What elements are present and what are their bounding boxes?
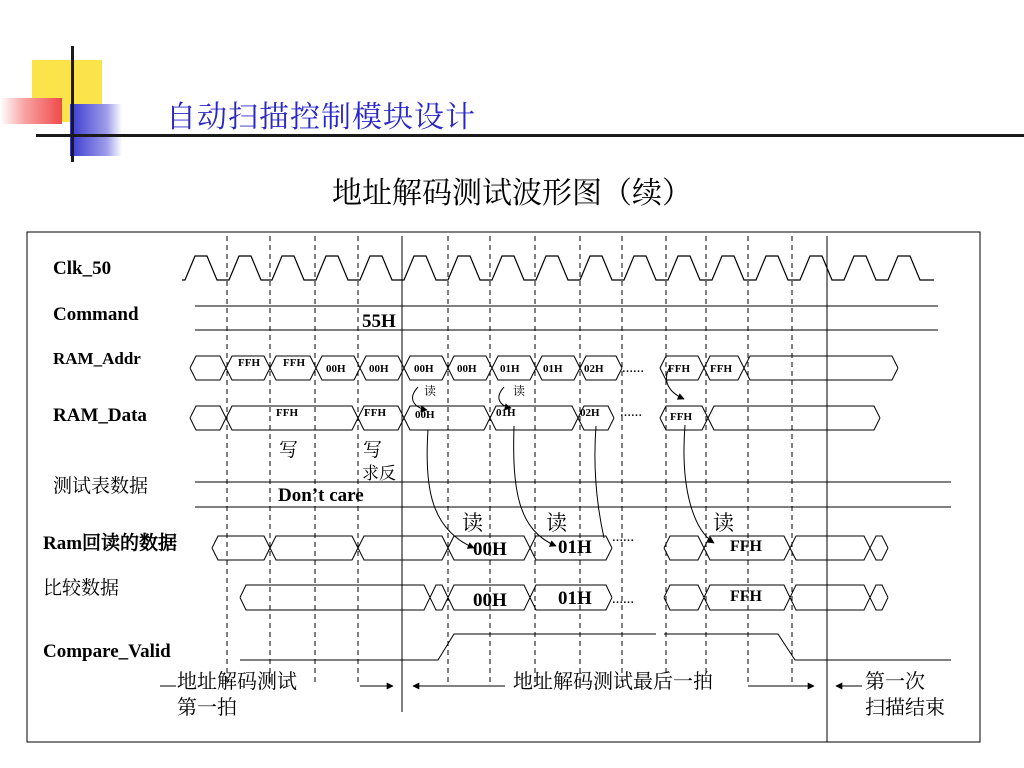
compare-value-2: 01H [558, 588, 592, 609]
ram-addr-value: 00H [369, 363, 389, 375]
first-beat-label-line2: 第一拍 [177, 695, 237, 719]
ram-addr-value: 02H [584, 363, 604, 375]
cycle-gridlines [227, 236, 792, 684]
compare-valid-wave [240, 634, 951, 660]
ram-data-value: FFH [670, 411, 692, 423]
read-mark-2: 读 [546, 511, 567, 535]
slide-title: 自动扫描控制模块设计 [166, 100, 476, 135]
read-mark-1: 读 [462, 511, 483, 535]
test-table-value: Don’t care [278, 485, 364, 506]
signal-label-ram-addr: RAM_Addr [53, 349, 141, 368]
ram-addr-value: FFH [710, 363, 732, 375]
ram-data-value: FFH [364, 407, 386, 419]
scan-end-label-line1: 第一次 [865, 669, 925, 693]
signal-label-compare-valid: Compare_Valid [43, 641, 171, 662]
diagram-frame [27, 232, 980, 742]
ram-addr-value: FFH [238, 357, 260, 369]
readback-ellipsis: …… [612, 532, 634, 544]
ram-data-values [276, 407, 692, 423]
ram-data-value: 00H [415, 409, 435, 421]
last-beat-label: 地址解码测试最后一拍 [513, 669, 713, 693]
compare-value-1: 00H [473, 590, 507, 611]
read-mark-3: 读 [713, 511, 734, 535]
signal-label-test-table: 测试表数据 [53, 475, 149, 497]
signal-label-ram-data: RAM_Data [53, 405, 147, 426]
signal-label-compare-data: 比较数据 [43, 577, 120, 599]
ram-data-value: 01H [496, 407, 516, 419]
compare-ellipsis: …… [612, 594, 634, 606]
first-beat-label-line1: 地址解码测试 [177, 669, 297, 693]
signal-label-clk: Clk_50 [53, 258, 112, 279]
command-value: 55H [362, 311, 396, 332]
ram-addr-value: 00H [326, 363, 346, 375]
invert-note: 求反 [362, 464, 396, 484]
small-read-mark-2: 读 [513, 384, 526, 398]
readback-value-2: 01H [558, 537, 592, 558]
clk-waveform [182, 256, 934, 280]
phase-arrows [160, 686, 960, 742]
diagram-title: 地址解码测试波形图（续） [332, 176, 692, 211]
ram-readback-bus [212, 536, 888, 560]
ram-addr-value: 00H [414, 363, 434, 375]
ram-addr-value: 01H [500, 363, 520, 375]
write-mark-1: 写 [279, 439, 299, 461]
ram-data-value: 02H [580, 407, 600, 419]
write-mark-2: 写 [363, 439, 383, 461]
ram-addr-value: FFH [283, 357, 305, 369]
small-read-mark-1: 读 [424, 384, 437, 398]
ram-data-value: FFH [276, 407, 298, 419]
readback-value-3: FFH [730, 538, 762, 555]
ram-addr-value: 00H [457, 363, 477, 375]
signal-label-ram-readback: Ram回读的数据 [43, 533, 178, 554]
ram-data-value: …… [620, 407, 642, 419]
compare-value-3: FFH [730, 588, 762, 605]
signal-label-command: Command [53, 304, 139, 325]
phase-dividers [402, 236, 827, 742]
ram-addr-value: FFH [668, 363, 690, 375]
readback-value-1: 00H [473, 539, 507, 560]
ram-addr-value: …… [622, 363, 644, 375]
ram-addr-value: 01H [543, 363, 563, 375]
scan-end-label-line2: 扫描结束 [865, 695, 945, 719]
